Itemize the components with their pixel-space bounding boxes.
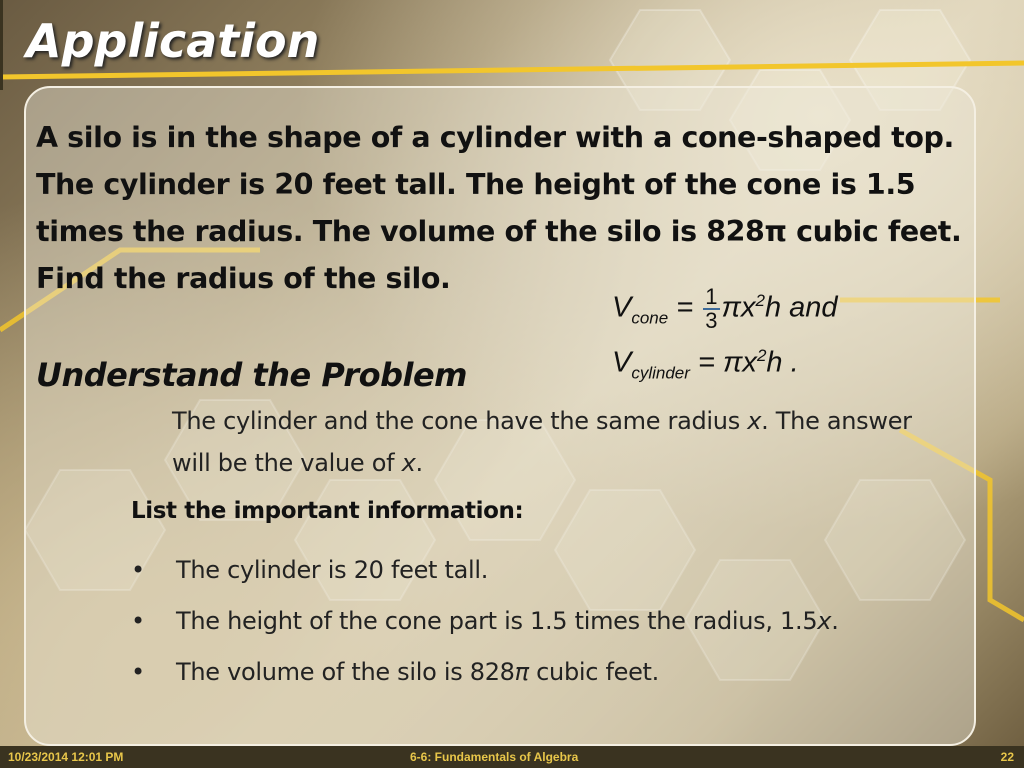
fraction-one-third	[703, 286, 719, 332]
list-heading: List the important information:	[131, 498, 524, 524]
list-item	[131, 544, 971, 595]
variable-x: x	[747, 407, 762, 435]
variable-x: x	[401, 449, 416, 477]
footer-course: 6-6: Fundamentals of Algebra	[410, 750, 579, 764]
volume-formulas	[612, 282, 942, 393]
formula-exponent: 2	[756, 346, 767, 366]
list-item	[131, 646, 971, 697]
bullet-icon: •	[131, 555, 145, 584]
list-item-text	[176, 607, 839, 635]
pi-symbol: π	[514, 657, 529, 686]
bullet-icon: •	[131, 657, 145, 686]
cylinder-formula	[612, 337, 942, 392]
slide-footer	[0, 746, 1024, 768]
formula-v: V	[612, 347, 632, 380]
info-list	[131, 544, 971, 697]
list-item-text-tail: .	[831, 606, 839, 635]
formula-equals: =	[689, 347, 723, 380]
cone-formula	[612, 282, 942, 337]
list-item-text: The cylinder is 20 feet tall.	[176, 555, 489, 584]
fraction-numerator: 1	[705, 284, 718, 309]
list-item-text-tail: cubic feet.	[528, 657, 659, 686]
list-item-text-main: The volume of the silo is 828	[176, 657, 515, 686]
understand-text	[172, 400, 952, 484]
list-item-text	[176, 658, 659, 686]
variable-x: x	[817, 606, 832, 635]
section-heading: Understand the Problem	[36, 356, 467, 394]
footer-page-number: 22	[1000, 750, 1014, 764]
formula-pi-x: πx	[721, 291, 756, 324]
footer-date: 10/23/2014 12:01 PM	[8, 750, 124, 764]
problem-statement: A silo is in the shape of a cylinder with a cone-shaped top. The cylinder is 20 feet tall. The height of the cone is 1.5 times the radius. The volume of the silo is 828π cubic feet. Find the radius of the silo.	[36, 121, 962, 295]
formula-pi-x: πx	[723, 347, 757, 380]
formula-sub-cone: cone	[631, 308, 669, 328]
list-item	[131, 595, 971, 646]
slide-title: Application	[26, 14, 320, 68]
list-item-text-main: The height of the cone part is 1.5 times the radius, 1.5	[176, 606, 818, 635]
formula-equals: =	[668, 291, 702, 324]
formula-exponent: 2	[755, 291, 765, 310]
formula-h-and: h and	[764, 291, 838, 324]
fraction-denominator: 3	[705, 308, 718, 333]
formula-h: h .	[766, 347, 799, 380]
formula-sub-cylinder: cylinder	[631, 363, 690, 383]
understand-part3: .	[415, 449, 423, 477]
title-bar	[0, 0, 1024, 80]
understand-part1: The cylinder and the cone have the same radius	[172, 407, 748, 435]
understand-part2: . The answer will be the value of	[172, 407, 912, 477]
bullet-icon: •	[131, 606, 145, 635]
formula-v: V	[612, 291, 632, 324]
